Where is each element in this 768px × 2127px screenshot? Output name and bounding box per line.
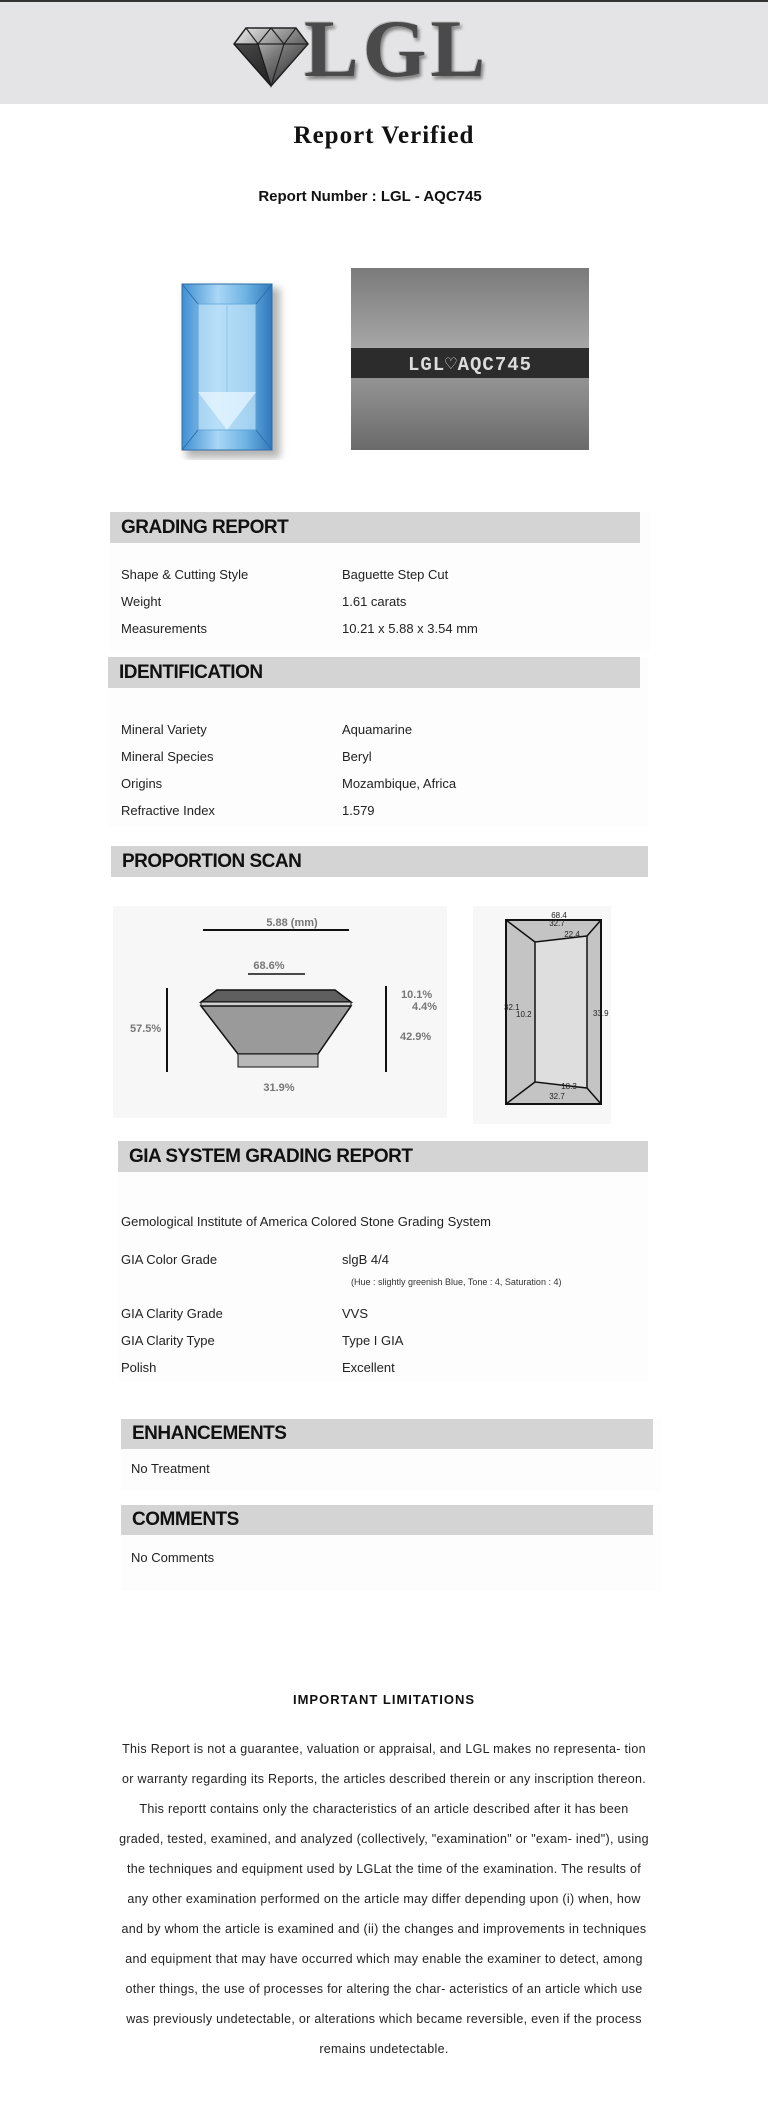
- grading-value: 10.21 x 5.88 x 3.54 mm: [342, 621, 478, 636]
- site-header: [0, 2, 768, 104]
- gia-color-value: slgB 4/4: [342, 1252, 389, 1267]
- identification-value: Beryl: [342, 749, 372, 764]
- grading-label: Weight: [121, 594, 162, 609]
- grading-label: Shape & Cutting Style: [121, 567, 249, 582]
- width-label: 5.88 (mm): [266, 917, 318, 929]
- grading-value: Baguette Step Cut: [342, 567, 449, 582]
- side-profile-diagram: [113, 906, 447, 1118]
- lgl-logo[interactable]: [232, 3, 492, 98]
- crown-shape: [201, 990, 351, 1002]
- gia-color-note: (Hue : slightly greenish Blue, Tone : 4, Saturation : 4): [351, 1277, 562, 1287]
- identification-value: Mozambique, Africa: [342, 776, 457, 791]
- top-view-diagram: [473, 906, 611, 1124]
- gia-system-name: Gemological Institute of America Colored Stone Grading System: [121, 1214, 491, 1229]
- grading-label: Measurements: [121, 621, 207, 636]
- pavilion-angle-label: 31.9%: [263, 1082, 295, 1094]
- top-label-b: 32.7: [549, 919, 565, 928]
- identification-label: Refractive Index: [121, 803, 215, 818]
- gia-label: Polish: [121, 1360, 157, 1375]
- gia-value: VVS: [342, 1306, 369, 1321]
- identification-label: Origins: [121, 776, 163, 791]
- identification-heading: IDENTIFICATION: [108, 657, 640, 688]
- comments-text: No Comments: [131, 1550, 215, 1565]
- page-title: Report Verified: [293, 122, 475, 149]
- total-depth-label: 57.5%: [130, 1023, 162, 1035]
- identification-label: Mineral Species: [121, 749, 214, 764]
- top-label-c: 22.4: [564, 930, 580, 939]
- proportion-heading: PROPORTION SCAN: [111, 846, 648, 877]
- logo-text: LGL: [304, 3, 490, 94]
- table-label: 68.6%: [253, 960, 285, 972]
- inscription-text: LGL♡AQC745: [407, 354, 533, 376]
- grading-heading: GRADING REPORT: [110, 512, 640, 543]
- enhancements-heading: ENHANCEMENTS: [121, 1419, 653, 1449]
- identification-value: Aquamarine: [342, 722, 413, 737]
- bottom-label-b: 32.7: [549, 1092, 565, 1101]
- comments-heading: COMMENTS: [121, 1505, 653, 1535]
- inscription-photo: [351, 268, 589, 450]
- gem-photo: [132, 272, 324, 460]
- crown-label: 10.1%: [401, 989, 433, 1001]
- left-label-b: 10.2: [516, 1010, 532, 1019]
- pavilion-shape: [201, 1006, 351, 1054]
- culet-shape: [238, 1054, 318, 1067]
- gia-label: GIA Clarity Grade: [121, 1306, 223, 1321]
- gia-heading: GIA SYSTEM GRADING REPORT: [118, 1141, 648, 1172]
- gia-value: Excellent: [342, 1360, 395, 1375]
- identification-value: 1.579: [342, 803, 375, 818]
- enhancements-text: No Treatment: [131, 1461, 210, 1476]
- left-label-a: 32.1: [504, 1003, 520, 1012]
- bottom-label-a: 18.3: [561, 1082, 577, 1091]
- gia-label: GIA Clarity Type: [121, 1333, 215, 1348]
- limitations-text: This Report is not a guarantee, valuation or appraisal, and LGL makes no representa- tion or warranty regarding its Reports, the articles described therein or any inscription thereon. This reportt contains only the characteristics of an article described after it has been graded, tested, examined, and analyzed (collectively, "examination" or "exam- ined"), using the techniques and equipment used by LGLat the time of the examination. The results of any other examination performed on the article may differ depending upon (i) when, how and by whom the article is examined and (ii) the changes and improvements in techniques and equipment that may have occurred which may enable the examiner to detect, among other things, the use of processes for altering the char- acteristics of an article which use was previously undetectable, or alterations which became reversible, even if the process remains undetectable.: [119, 1742, 649, 2056]
- diamond-icon: [232, 24, 310, 90]
- gia-value: Type I GIA: [342, 1333, 404, 1348]
- table-shape: [535, 936, 587, 1088]
- limitations-heading: IMPORTANT LIMITATIONS: [292, 1692, 476, 1707]
- grading-value: 1.61 carats: [342, 594, 407, 609]
- report-number: Report Number : LGL - AQC745: [258, 188, 482, 205]
- pavilion-depth-label: 42.9%: [400, 1031, 432, 1043]
- identification-label: Mineral Variety: [121, 722, 207, 737]
- right-label: 33.9: [593, 1009, 609, 1018]
- girdle-label: 4.4%: [412, 1001, 438, 1013]
- top-label-a: 68.4: [551, 911, 567, 920]
- gia-color-label: GIA Color Grade: [121, 1252, 218, 1267]
